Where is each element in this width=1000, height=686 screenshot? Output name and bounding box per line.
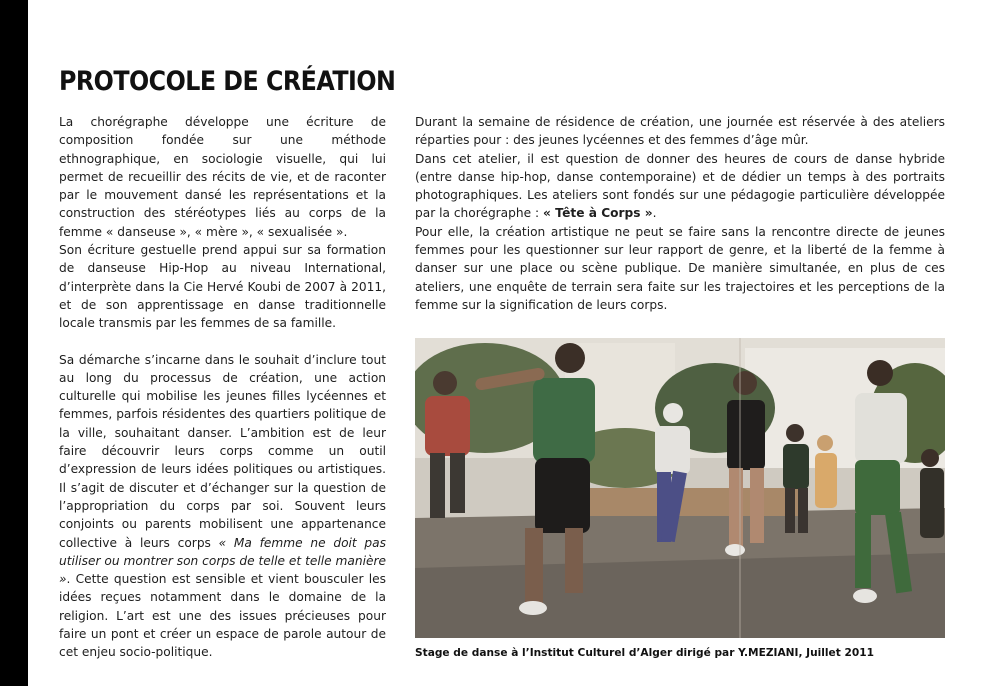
left-black-border bbox=[0, 0, 28, 686]
right-paragraph-2 bbox=[415, 150, 945, 223]
right-paragraph-1: Durant la semaine de résidence de création, une journée est réservée à des ateliers réparties pour : des jeunes lycéennes et des femmes d’âge mûr. bbox=[415, 115, 945, 148]
left-paragraph-3 bbox=[59, 351, 386, 662]
right-paragraph-2-end: . bbox=[652, 206, 657, 221]
tete-a-corps-label: « Tête à Corps » bbox=[542, 206, 653, 221]
left-paragraph-2: Son écriture gestuelle prend appui sur sa formation de danseuse Hip-Hop au niveau International, d’interprète dans la Cie Hervé Koubi de 2007 à 2011, et de son apprentissage en danse traditionnelle locale transmis par les femmes de sa famille. bbox=[59, 243, 386, 331]
page-title: PROTOCOLE DE CRÉATION bbox=[59, 66, 396, 97]
right-paragraph-3: Pour elle, la création artistique ne peut se faire sans la rencontre directe de jeunes femmes pour les questionner sur leur rapport de genre, et la liberté de la femme à danser sur une place ou scène publique. De manière simultanée, en plus de ces ateliers, une enquête de terrain sera faite sur les trajectoires et les perceptions de la femme sur la signification de leurs corps. bbox=[415, 224, 945, 312]
left-paragraph-3-end: . Cette question est sensible et vient bousculer les idées reçues notamment dans le domaine de la religion. L’art est une des issues précieuses pour faire un pont et créer un espace de parole autour de cet enjeu socio-politique. bbox=[59, 572, 386, 660]
dance-workshop-photo bbox=[415, 338, 945, 638]
left-text-column bbox=[59, 113, 386, 662]
right-text-column bbox=[415, 113, 945, 314]
left-paragraph-1: La chorégraphe développe une écriture de composition fondée sur une méthode ethnographique, en sociologie visuelle, qui lui permet de recueillir des récits de vie, et de raconter par le mouvement dansé les représentations et la construction des stéréotypes liés au corps de la femme « danseuse », « mère », « sexualisée ». bbox=[59, 115, 386, 239]
right-paragraph-2-text: Dans cet atelier, il est question de donner des heures de cours de danse hybride (entre danse hip-hop, danse contemporaine) et de dédier un temps à des portraits photographiques. Les ateliers sont fondés sur une pédagogie particulière développée par la chorégraphe : bbox=[415, 151, 945, 221]
left-paragraph-3-text: Sa démarche s’incarne dans le souhait d’inclure tout au long du processus de création, une action culturelle qui mobilise les jeunes filles lycéennes et femmes, parfois résidentes des quartiers politique de la ville, souhaitant danser. L’ambition est de leur faire découvrir leurs corps comme un outil d’expression de leurs idées politiques ou artistiques. Il s’agit de discuter et d’échanger sur la question de l’appropriation du corps par soi. Souvent leurs conjoints ou parents mobilisent une appartenance collective à leurs corps bbox=[59, 352, 386, 550]
left-paragraph-3-quote: « Ma femme ne doit pas utiliser ou montrer son corps de telle et telle manière » bbox=[59, 535, 386, 587]
photo-caption: Stage de danse à l’Institut Culturel d’Alger dirigé par Y.MEZIANI, Juillet 2011 bbox=[415, 647, 874, 659]
